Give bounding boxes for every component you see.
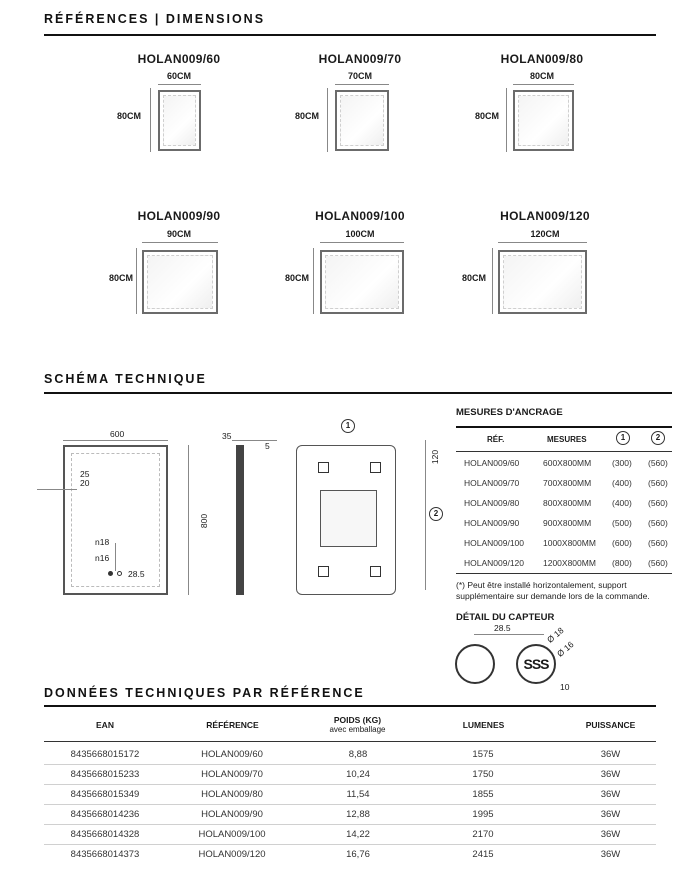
bracket-icon xyxy=(370,462,381,473)
capteur-285-line xyxy=(474,634,544,635)
donnees-head-rule xyxy=(44,741,656,742)
mirror-ref: HOLAN009/80 xyxy=(500,52,584,66)
mirror-height-label: 80CM xyxy=(284,273,309,283)
donnees-puissance: 36W xyxy=(600,789,621,800)
donnees-puissance: 36W xyxy=(600,769,621,780)
mirror-height-label: 80CM xyxy=(294,111,319,121)
donnees-head-lumenes: LUMENES xyxy=(462,720,505,730)
mirror-ref: HOLAN009/100 xyxy=(315,209,405,223)
ancrage-title: MESURES D'ANCRAGE xyxy=(456,407,563,418)
ancrage-top-rule xyxy=(456,426,672,428)
side-5-label: 5 xyxy=(265,441,270,451)
width-dim-line xyxy=(142,242,218,243)
donnees-ean: 8435668014373 xyxy=(70,849,140,860)
bracket-icon xyxy=(370,566,381,577)
donnees-poids: 16,76 xyxy=(346,849,370,860)
mirror-ref: HOLAN009/90 xyxy=(137,209,221,223)
row-divider xyxy=(44,784,656,785)
ancrage-c2: (560) xyxy=(648,538,668,548)
capteur-outer-circle xyxy=(455,644,495,684)
donnees-puissance: 36W xyxy=(600,849,621,860)
capteur-d18-label: Ø 18 xyxy=(544,625,566,645)
front-25-label: 25 xyxy=(80,469,90,479)
mirror-drawing xyxy=(513,90,574,151)
donnees-head-poids: POIDS (KG) xyxy=(333,715,382,725)
donnees-poids: 11,54 xyxy=(346,789,370,800)
capteur-d10-label: 10 xyxy=(560,682,570,692)
front-height-label: 800 xyxy=(199,513,210,529)
mirror-drawing xyxy=(498,250,587,314)
back-height-line xyxy=(425,440,426,590)
mirror-height-label: 80CM xyxy=(108,273,133,283)
donnees-puissance: 36W xyxy=(600,749,621,760)
donnees-lumenes: 2170 xyxy=(472,829,494,840)
mirror-drawing xyxy=(158,90,201,151)
width-dim-line xyxy=(335,84,389,85)
donnees-ref: HOLAN009/120 xyxy=(198,849,266,860)
ancrage-c1: (600) xyxy=(612,538,632,548)
anchor-2-icon: 2 xyxy=(429,507,443,521)
height-dim-line xyxy=(136,248,137,314)
sensor-dot xyxy=(108,571,113,576)
donnees-poids: 12,88 xyxy=(346,809,370,820)
schema-rule xyxy=(44,392,672,394)
donnees-ean: 8435668015349 xyxy=(70,789,140,800)
sensor-dot xyxy=(117,571,122,576)
donnees-ref: HOLAN009/80 xyxy=(201,789,263,800)
row-divider xyxy=(44,824,656,825)
side-top-line xyxy=(232,440,277,441)
front-mirror-frame xyxy=(63,445,168,595)
donnees-ean: 8435668014236 xyxy=(70,809,140,820)
front-n18-label: n18 xyxy=(95,537,110,547)
mirror-width-label: 80CM xyxy=(529,71,554,81)
ancrage-head-ref: RÉF. xyxy=(487,435,505,444)
donnees-title: DONNÉES TECHNIQUES PAR RÉFÉRENCE xyxy=(44,686,365,700)
donnees-ean: 8435668015172 xyxy=(70,749,140,760)
donnees-ref: HOLAN009/90 xyxy=(201,809,263,820)
ancrage-ref: HOLAN009/70 xyxy=(464,478,520,488)
references-rule xyxy=(44,34,656,36)
height-dim-line xyxy=(313,248,314,314)
mirror-drawing xyxy=(142,250,218,314)
ancrage-mesures: 800X800MM xyxy=(543,498,592,508)
ancrage-mesures: 700X800MM xyxy=(543,478,592,488)
height-dim-line xyxy=(492,248,493,314)
mirror-width-label: 100CM xyxy=(345,229,375,239)
donnees-lumenes: 2415 xyxy=(472,849,494,860)
references-title: RÉFÉRENCES | DIMENSIONS xyxy=(44,12,266,26)
ancrage-mesures: 900X800MM xyxy=(543,518,592,528)
height-dim-line xyxy=(150,88,151,152)
donnees-head-ref: RÉFÉRENCE xyxy=(206,720,259,730)
anchor-1-icon: 1 xyxy=(341,419,355,433)
ancrage-c1: (300) xyxy=(612,458,632,468)
mirror-width-label: 70CM xyxy=(347,71,372,81)
ancrage-head-rule xyxy=(456,451,672,452)
width-dim-line xyxy=(498,242,587,243)
donnees-rule xyxy=(44,705,656,707)
back-120-label: 120 xyxy=(430,449,441,465)
ancrage-head-mesures: MESURES xyxy=(547,435,587,444)
mirror-height-label: 80CM xyxy=(116,111,141,121)
ancrage-mesures: 1000X800MM xyxy=(543,538,596,548)
back-panel xyxy=(320,490,377,547)
sensor-guide-line xyxy=(115,543,116,571)
ancrage-c2: (560) xyxy=(648,558,668,568)
front-n16-label: n16 xyxy=(95,553,110,563)
capteur-d16-label: Ø 16 xyxy=(554,639,576,659)
row-divider xyxy=(44,844,656,845)
mirror-width-label: 60CM xyxy=(166,71,191,81)
mirror-width-label: 120CM xyxy=(530,229,560,239)
schema-title: SCHÉMA TECHNIQUE xyxy=(44,372,207,386)
ancrage-note-1: (*) Peut être installé horizontalement, support xyxy=(456,580,627,590)
ancrage-c1: (400) xyxy=(612,478,632,488)
ancrage-ref: HOLAN009/80 xyxy=(464,498,520,508)
donnees-poids: 14,22 xyxy=(346,829,370,840)
donnees-poids: 10,24 xyxy=(346,769,370,780)
capteur-title: DÉTAIL DU CAPTEUR xyxy=(456,612,555,623)
side-profile xyxy=(236,445,244,595)
front-width-label: 600 xyxy=(110,429,125,439)
row-divider xyxy=(44,804,656,805)
ancrage-ref: HOLAN009/90 xyxy=(464,518,520,528)
donnees-ref: HOLAN009/70 xyxy=(201,769,263,780)
front-width-line xyxy=(63,440,168,441)
width-dim-line xyxy=(320,242,404,243)
ancrage-c2: (560) xyxy=(648,498,668,508)
height-dim-line xyxy=(506,88,507,152)
width-dim-line xyxy=(513,84,574,85)
ancrage-head-1: 1 xyxy=(616,431,630,445)
donnees-head-poids-sub: avec emballage xyxy=(329,725,386,734)
mirror-drawing xyxy=(320,250,404,314)
side-35-label: 35 xyxy=(222,431,232,441)
ancrage-ref: HOLAN009/100 xyxy=(464,538,525,548)
ancrage-mesures: 600X800MM xyxy=(543,458,592,468)
ancrage-c2: (560) xyxy=(648,458,668,468)
front-25-line xyxy=(37,489,77,490)
ancrage-bottom-rule xyxy=(456,573,672,574)
width-dim-line xyxy=(158,84,201,85)
donnees-lumenes: 1750 xyxy=(472,769,494,780)
donnees-puissance: 36W xyxy=(600,809,621,820)
donnees-ean: 8435668014328 xyxy=(70,829,140,840)
front-285-label: 28.5 xyxy=(128,569,145,579)
mirror-drawing xyxy=(335,90,389,151)
ancrage-ref: HOLAN009/60 xyxy=(464,458,520,468)
mirror-height-label: 80CM xyxy=(461,273,486,283)
ancrage-note-2: supplémentaire sur demande lors de la commande. xyxy=(456,591,650,601)
mirror-ref: HOLAN009/70 xyxy=(318,52,402,66)
capteur-285-label: 28.5 xyxy=(494,623,511,633)
ancrage-c2: (560) xyxy=(648,478,668,488)
ancrage-c1: (400) xyxy=(612,498,632,508)
donnees-ref: HOLAN009/100 xyxy=(198,829,266,840)
mirror-height-label: 80CM xyxy=(474,111,499,121)
donnees-lumenes: 1995 xyxy=(472,809,494,820)
mirror-width-label: 90CM xyxy=(166,229,191,239)
ancrage-ref: HOLAN009/120 xyxy=(464,558,525,568)
donnees-ref: HOLAN009/60 xyxy=(201,749,263,760)
donnees-ean: 8435668015233 xyxy=(70,769,140,780)
donnees-poids: 8,88 xyxy=(348,749,368,760)
height-dim-line xyxy=(327,88,328,152)
mirror-ref: HOLAN009/120 xyxy=(500,209,590,223)
bracket-icon xyxy=(318,462,329,473)
donnees-puissance: 36W xyxy=(600,829,621,840)
row-divider xyxy=(44,764,656,765)
donnees-lumenes: 1575 xyxy=(472,749,494,760)
ancrage-c2: (560) xyxy=(648,518,668,528)
mirror-ref: HOLAN009/60 xyxy=(137,52,221,66)
ancrage-head-2: 2 xyxy=(651,431,665,445)
front-20-label: 20 xyxy=(80,478,90,488)
ancrage-c1: (500) xyxy=(612,518,632,528)
donnees-head-ean: EAN xyxy=(96,720,114,730)
ancrage-mesures: 1200X800MM xyxy=(543,558,596,568)
donnees-lumenes: 1855 xyxy=(472,789,494,800)
ancrage-c1: (800) xyxy=(612,558,632,568)
capteur-sensor-icon: SSS xyxy=(516,644,556,684)
bracket-icon xyxy=(318,566,329,577)
front-height-line xyxy=(188,445,189,595)
donnees-head-puissance: PUISSANCE xyxy=(585,720,636,730)
